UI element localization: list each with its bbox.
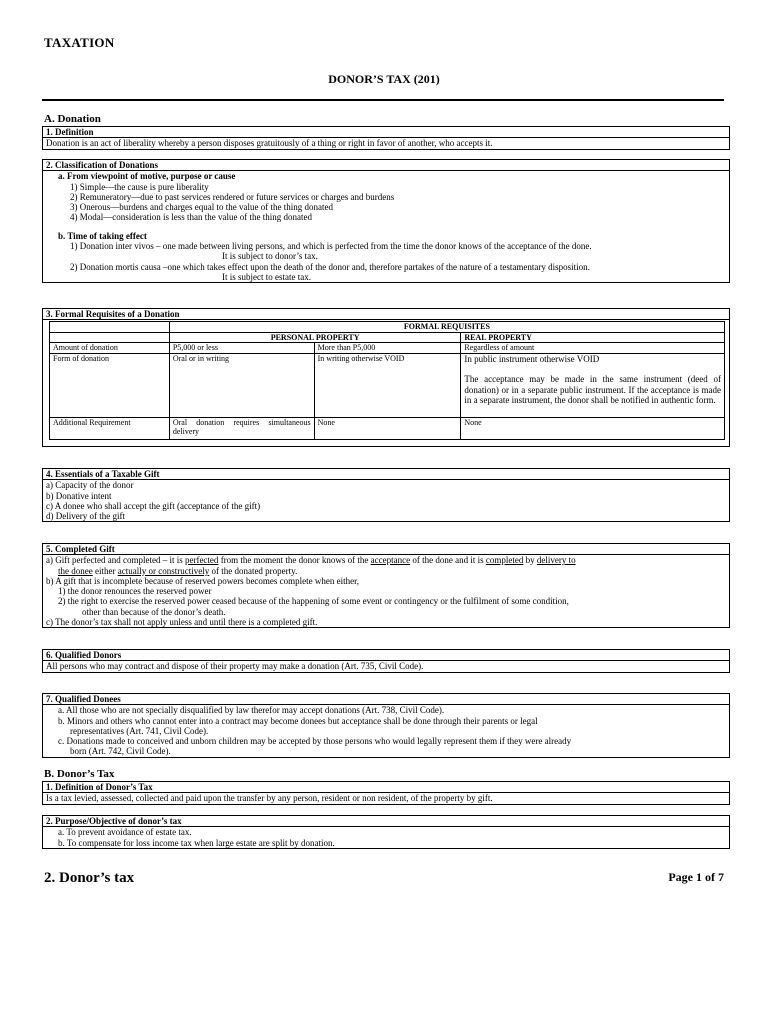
table-row <box>50 353 725 417</box>
cell: Regardless of amount <box>461 343 725 354</box>
cell: Oral donation requires simultaneous delivery <box>169 417 314 439</box>
essentials-box <box>42 468 730 522</box>
page-number: Page 1 of 7 <box>668 870 724 884</box>
list-item-cont: representatives (Art. 741, Civil Code). <box>70 725 209 736</box>
list-item: c) A donee who shall accept the gift (acceptance of the gift) <box>46 500 261 511</box>
classification-b-item: 1) Donation inter vivos – one made between living persons, and which is perfected from the time the donor knows of the acceptance of the done. <box>70 241 592 252</box>
formal-requisites-table <box>49 321 725 440</box>
real-form-cell <box>461 353 725 417</box>
classification-box <box>42 159 730 283</box>
classification-b-title: b. Time of taking effect <box>58 230 147 241</box>
table-row <box>50 417 725 439</box>
table-header: FORMAL REQUISITES <box>169 322 724 333</box>
purpose-box <box>42 815 730 849</box>
classification-b-note: It is subject to donor’s tax. <box>222 251 318 262</box>
title-divider <box>42 99 724 101</box>
definition-box <box>42 126 730 150</box>
footer-section-label: 2. Donor’s tax <box>44 870 135 886</box>
cell: Oral or in writing <box>169 353 314 417</box>
row-label: Additional Requirement <box>50 417 170 439</box>
donors-tax-definition-box <box>42 781 730 805</box>
cell: In writing otherwise VOID <box>314 353 461 417</box>
subject-heading: TAXATION <box>44 35 115 50</box>
classification-title: 2. Classification of Donations <box>43 160 729 171</box>
completed-gift-a-cont: the donee either actually or constructively of the donated property. <box>58 565 298 576</box>
cell: None <box>314 417 461 439</box>
list-item: b. To compensate for loss income tax when large estate are split by donation. <box>58 837 335 848</box>
formal-requisites-box <box>42 308 730 447</box>
table-row <box>50 343 725 354</box>
cell: None <box>461 417 725 439</box>
purpose-title: 2. Purpose/Objective of donor’s tax <box>43 816 729 827</box>
qualified-donors-title: 6. Qualified Donors <box>43 650 729 661</box>
classification-b-item: 2) Donation mortis causa –one which takes effect upon the death of the donor and, therefore partakes of the nature of a testamentary disposition. <box>70 261 590 272</box>
row-label: Form of donation <box>50 353 170 417</box>
qualified-donors-text: All persons who may contract and dispose of their property may make a donation (Art. 735, Civil Code). <box>46 661 424 672</box>
section-a-heading: A. Donation <box>44 113 101 125</box>
classification-a-item: 2) Remuneratory—due to past services rendered or future services or charges and burdens <box>70 191 395 202</box>
classification-b-note: It is subject to estate tax. <box>222 271 311 282</box>
qualified-donors-box <box>42 649 730 673</box>
completed-gift-c: c) The donor’s tax shall not apply unless and until there is a completed gift. <box>46 617 318 628</box>
list-item: b. Minors and others who cannot enter into a contract may become donees but acceptance shall be done through their parents or legal <box>58 715 538 726</box>
completed-gift-b1: 1) the donor renounces the reserved power <box>58 586 212 597</box>
list-item: a) Capacity of the donor <box>46 480 134 491</box>
essentials-title: 4. Essentials of a Taxable Gift <box>43 469 729 480</box>
classification-a-item: 1) Simple—the cause is pure liberality <box>70 181 209 192</box>
personal-property-header: PERSONAL PROPERTY <box>169 332 461 343</box>
completed-gift-a: a) Gift perfected and completed – it is perfected from the moment the donor knows of the acceptance of the done and it is completed by delivery to <box>46 555 576 566</box>
cell: More than P5,000 <box>314 343 461 354</box>
cell: In public instrument otherwise VOID <box>464 353 600 364</box>
classification-a-title: a. From viewpoint of motive, purpose or cause <box>58 171 236 182</box>
classification-a-item: 3) Onerous—burdens and charges equal to the value of the thing donated <box>70 202 334 213</box>
donors-tax-definition-text: Is a tax levied, assessed, collected and paid upon the transfer by any person, resident or non resident, of the property by gift. <box>46 793 493 804</box>
document-title: DONOR’S TAX (201) <box>328 72 440 86</box>
completed-gift-title: 5. Completed Gift <box>43 544 729 555</box>
qualified-donees-box <box>42 693 730 758</box>
completed-gift-b2-cont: other than because of the donor’s death. <box>82 606 226 617</box>
list-item: a. To prevent avoidance of estate tax. <box>58 827 192 838</box>
list-item-cont: born (Art. 742, Civil Code). <box>70 746 171 757</box>
real-property-header: REAL PROPERTY <box>461 332 725 343</box>
completed-gift-b2: 2) the right to exercise the reserved power ceased because of the happening of some event or contingency or the fulfilment of some condition, <box>58 596 569 607</box>
formal-requisites-title: 3. Formal Requisites of a Donation <box>43 309 729 320</box>
completed-gift-box <box>42 543 730 628</box>
classification-a-item: 4) Modal—consideration is less than the value of the thing donated <box>70 212 312 223</box>
list-item: d) Delivery of the gift <box>46 511 125 522</box>
cell: P5,000 or less <box>169 343 314 354</box>
qualified-donees-title: 7. Qualified Donees <box>43 694 729 705</box>
section-b-heading: B. Donor’s Tax <box>44 768 115 780</box>
list-item: a. All those who are not specially disqualified by law therefor may accept donations (Art. 738, Civil Code). <box>58 705 445 716</box>
donors-tax-definition-title: 1. Definition of Donor’s Tax <box>43 782 729 793</box>
definition-text: Donation is an act of liberality whereby a person disposes gratuitously of a thing or right in favor of another, who accepts it. <box>46 138 493 149</box>
completed-gift-b: b) A gift that is incomplete because of reserved powers becomes complete when either, <box>46 575 360 586</box>
definition-title: 1. Definition <box>43 127 729 138</box>
list-item: c. Donations made to conceived and unborn children may be accepted by those persons who would legally represent them if they were already <box>58 736 572 747</box>
list-item: b) Donative intent <box>46 490 112 501</box>
real-form-note: The acceptance may be made in the same instrument (deed of donation) or in a separate public instrument. If the acceptance is made in a separate instrument, the donor shall be notified in authentic form. <box>464 374 721 406</box>
row-label: Amount of donation <box>50 343 170 354</box>
